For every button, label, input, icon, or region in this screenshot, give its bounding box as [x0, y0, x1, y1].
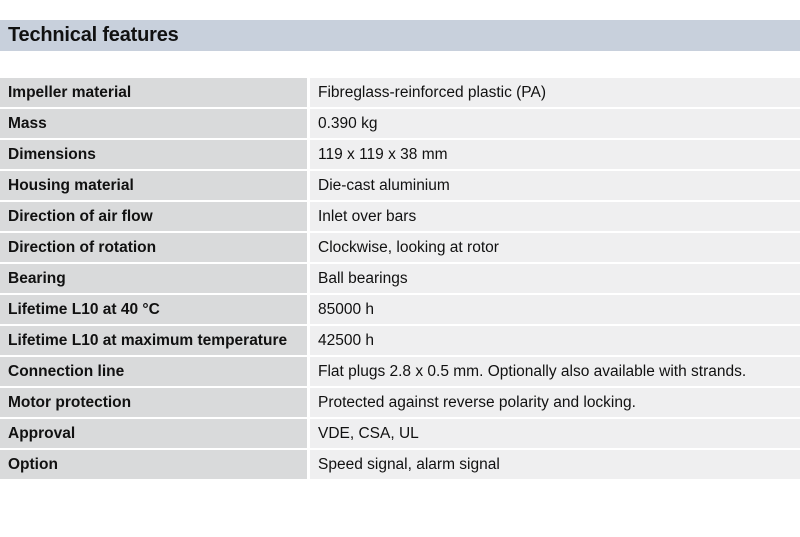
spec-value: Fibreglass-reinforced plastic (PA) — [310, 78, 800, 107]
spec-value: Protected against reverse polarity and locking. — [310, 388, 800, 417]
spec-value: Clockwise, looking at rotor — [310, 233, 800, 262]
spec-label: Lifetime L10 at maximum temperature — [0, 326, 310, 355]
spec-label: Bearing — [0, 264, 310, 293]
spec-value: 0.390 kg — [310, 109, 800, 138]
spec-label: Direction of air flow — [0, 202, 310, 231]
spec-value: 42500 h — [310, 326, 800, 355]
spec-row-motor-protection — [0, 388, 800, 417]
spec-row-housing-material — [0, 171, 800, 200]
spec-label: Direction of rotation — [0, 233, 310, 262]
section-header — [0, 20, 800, 51]
spec-row-bearing — [0, 264, 800, 293]
spec-value: Flat plugs 2.8 x 0.5 mm. Optionally also available with strands. — [310, 357, 800, 386]
spec-value: Inlet over bars — [310, 202, 800, 231]
spec-label: Mass — [0, 109, 310, 138]
spec-label: Impeller material — [0, 78, 310, 107]
spec-label: Motor protection — [0, 388, 310, 417]
spec-value: Die-cast aluminium — [310, 171, 800, 200]
spec-label: Lifetime L10 at 40 °C — [0, 295, 310, 324]
spec-label: Approval — [0, 419, 310, 448]
spec-value: 119 x 119 x 38 mm — [310, 140, 800, 169]
spec-row-air-flow — [0, 202, 800, 231]
spec-row-lifetime-40c — [0, 295, 800, 324]
spec-value: Ball bearings — [310, 264, 800, 293]
spec-label: Option — [0, 450, 310, 479]
spec-row-impeller-material — [0, 78, 800, 107]
spec-row-approval — [0, 419, 800, 448]
section-title: Technical features — [8, 24, 179, 46]
spec-row-dimensions — [0, 140, 800, 169]
spec-value: VDE, CSA, UL — [310, 419, 800, 448]
spec-row-option — [0, 450, 800, 479]
spec-row-mass — [0, 109, 800, 138]
spec-row-lifetime-max-temp — [0, 326, 800, 355]
spec-row-rotation — [0, 233, 800, 262]
spec-value: Speed signal, alarm signal — [310, 450, 800, 479]
spec-row-connection-line — [0, 357, 800, 386]
spec-label: Connection line — [0, 357, 310, 386]
spec-value: 85000 h — [310, 295, 800, 324]
spec-table — [0, 76, 800, 481]
spec-label: Housing material — [0, 171, 310, 200]
spec-label: Dimensions — [0, 140, 310, 169]
